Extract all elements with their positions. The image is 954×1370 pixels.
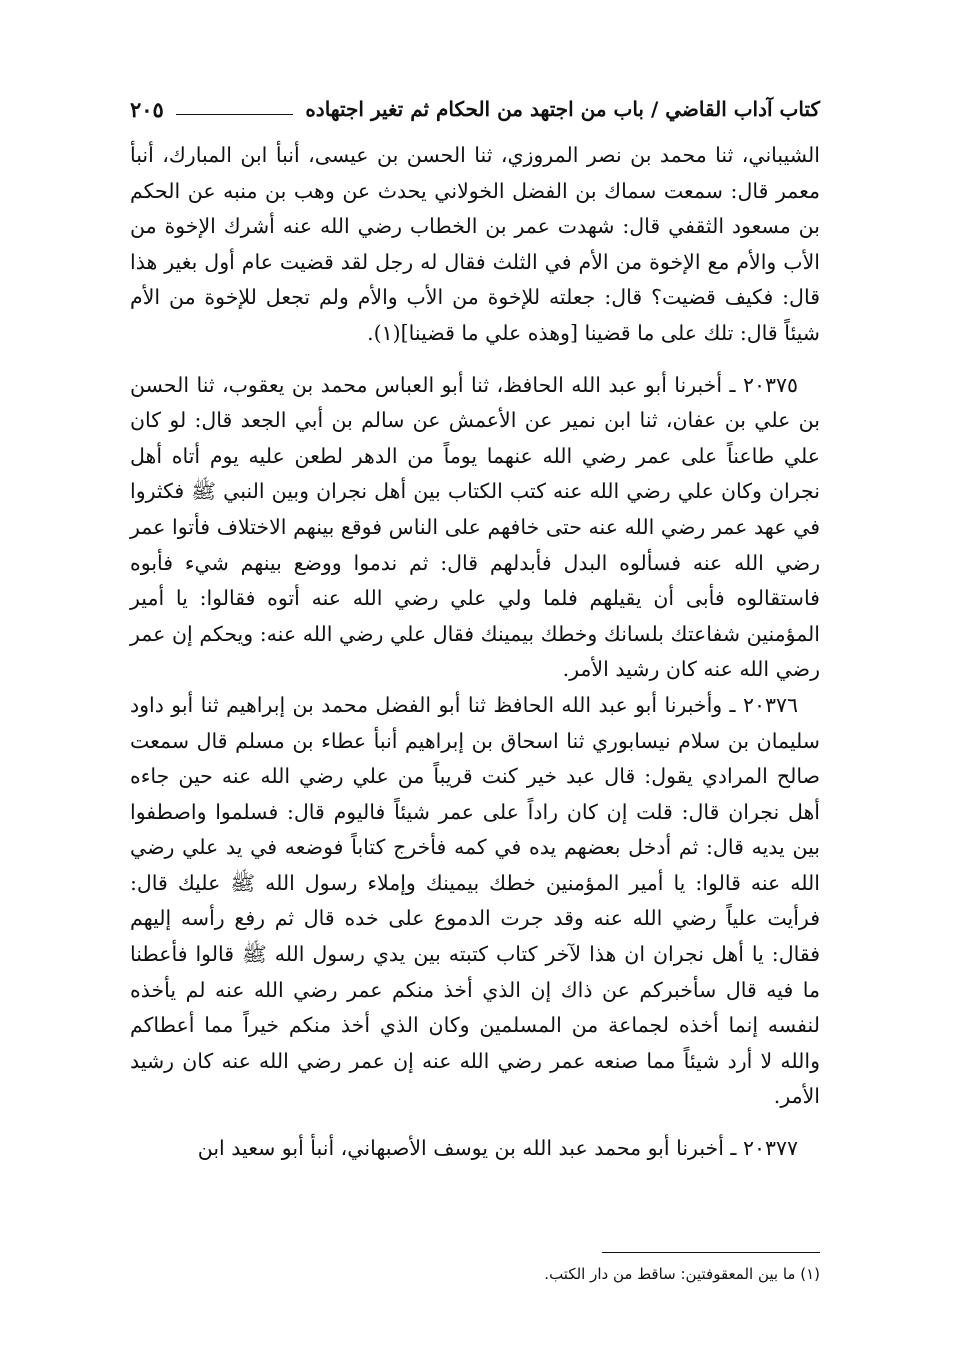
page-number: ٢٠٥ bbox=[130, 96, 164, 122]
hadith-number: ٢٠٣٧٦ bbox=[742, 692, 798, 717]
page-header bbox=[130, 92, 820, 126]
hadith-number: ٢٠٣٧٥ bbox=[742, 372, 798, 397]
paragraph-text: ـ أخبرنا أبو عبد الله الحافظ، ثنا أبو العباس محمد بن يعقوب، ثنا الحسن بن علي بن عفان، ثنا ابن نمير عن الأعمش عن سالم بن أبي الجعد قال: لو كان علي طاعناً على عمر رضي الله عنهما يوماً من الدهر لطعن عليه يوم أتاه أهل نجران وكان علي رضي الله عنه كتب الكتاب بين أهل نجران وبين النبي ﷺ فكثروا في عهد عمر رضي الله عنه حتى خافهم على الناس فوقع بينهم الاختلاف فأتوا عمر رضي الله عنه فسألوه البدل فأبدلهم قال: ثم ندموا ووضع بينهم شيء فأبوه فاستقالوه فأبى أن يقيلهم فلما ولي علي رضي الله عنه أتوه فقالوا: يا أمير المؤمنين شفاعتك بلسانك وخطك بيمينك فقال علي رضي الله عنه: ويحكم إن عمر رضي الله عنه كان رشيد الأمر. bbox=[130, 372, 820, 682]
main-text bbox=[130, 138, 820, 1167]
hadith-20376 bbox=[130, 688, 820, 1115]
footnote-separator bbox=[602, 1252, 820, 1253]
paragraph-continuation bbox=[130, 138, 820, 352]
paragraph-text: الشيباني، ثنا محمد بن نصر المروزي، ثنا الحسن بن عيسى، أنبأ ابن المبارك، أنبأ معمر قال: سمعت سماك بن الفضل الخولاني يحدث عن وهب بن منبه عن الحكم بن مسعود الثقفي قال: شهدت عمر بن الخطاب رضي الله عنه أشرك الإخوة من الأب والأم مع الإخوة من الأم في الثلث فقال له رجل لقد قضيت عام أول بغير هذا قال: فكيف قضيت؟ قال: جعلته للإخوة من الأب والأم ولم تجعل للإخوة من الأم شيئاً قال: تلك على ما قضينا [وهذه علي ما قضينا](١). bbox=[130, 143, 820, 345]
header-rule bbox=[176, 114, 293, 115]
hadith-20377 bbox=[130, 1131, 820, 1167]
running-title: كتاب آداب القاضي / باب من اجتهد من الحكام ثم تغير اجتهاده bbox=[305, 97, 820, 121]
paragraph-text: ـ وأخبرنا أبو عبد الله الحافظ ثنا أبو الفضل محمد بن إبراهيم ثنا أبو داود سليمان بن سلام نيسابوري ثنا اسحاق بن إبراهيم أنبأ عطاء بن مسلم قال سمعت صالح المرادي يقول: قال عبد خير كنت قريباً من علي رضي الله عنه حين جاءه أهل نجران قال: قلت إن كان راداً على عمر شيئاً فاليوم قال: فسلموا واصطفوا بين يديه قال: ثم أدخل بعضهم يده في كمه فأخرج كتاباً فوضعه في يد علي رضي الله عنه قالوا: يا أمير المؤمنين خطك بيمينك وإملاء رسول الله ﷺ عليك قال: فرأيت علياً رضي الله عنه وقد جرت الدموع على خده قال ثم رفع رأسه إليهم فقال: يا أهل نجران ان هذا لآخر كتاب كتبته بين يدي رسول الله ﷺ قالوا فأعطنا ما فيه قال سأخبركم عن ذاك إن الذي أخذ منكم عمر رضي الله عنه لم يأخذه لنفسه إنما أخذه لجماعة من المسلمين وكان الذي أخذ منكم خيراً مما أعطاكم والله لا أرد شيئاً مما صنعه عمر رضي الله عنه إن عمر رضي الله عنه كان رشيد الأمر. bbox=[130, 692, 820, 1109]
footnote: (١) ما بين المعقوفتين: ساقط من دار الكتب. bbox=[544, 1265, 820, 1283]
hadith-20375 bbox=[130, 368, 820, 688]
hadith-number: ٢٠٣٧٧ bbox=[742, 1136, 798, 1161]
paragraph-text: ـ أخبرنا أبو محمد عبد الله بن يوسف الأصبهاني، أنبأ أبو سعيد ابن bbox=[197, 1136, 743, 1161]
